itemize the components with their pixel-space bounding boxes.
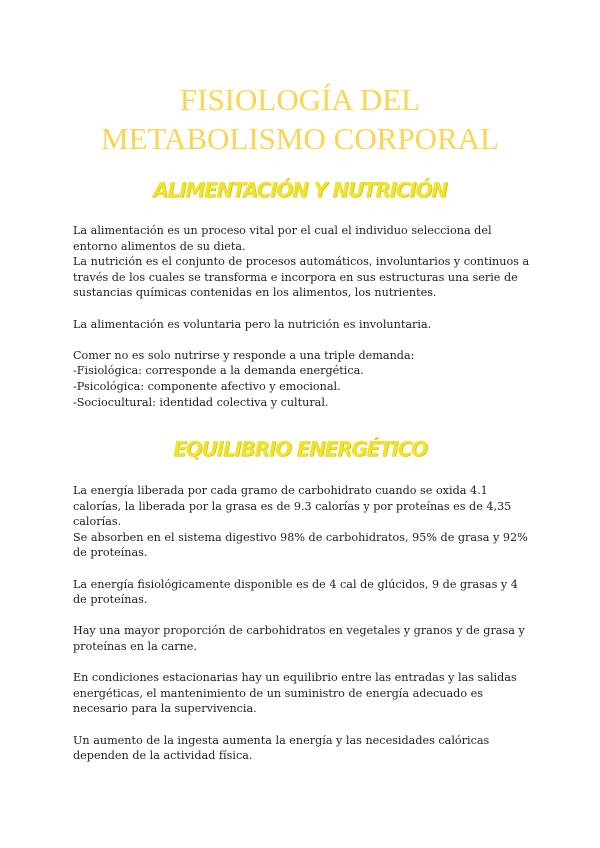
list-item: -Psicológica: componente afectivo y emocional. bbox=[73, 379, 341, 393]
document-title bbox=[0, 80, 600, 158]
paragraph: Un aumento de la ingesta aumenta la energía y las necesidades calóricas dependen de la actividad física. bbox=[73, 733, 490, 763]
paragraph: La energía fisiológicamente disponible es de 4 cal de glúcidos, 9 de grasas y 4 de proteínas. bbox=[73, 577, 518, 607]
section-body-alimentacion bbox=[73, 223, 531, 410]
section-body-equilibrio bbox=[73, 483, 531, 764]
title-line-1: FISIOLOGÍA DEL bbox=[179, 82, 421, 117]
list-item: -Sociocultural: identidad colectiva y cultural. bbox=[73, 395, 329, 409]
paragraph: La nutrición es el conjunto de procesos automáticos, involuntarios y continuos a través de los cuales se transforma e incorpora en sus estructuras una serie de sustancias químicas contenidas en los alimentos, los nutrientes. bbox=[73, 255, 530, 300]
paragraph: En condiciones estacionarias hay un equilibrio entre las entradas y las salidas energéticas, el mantenimiento de un suministro de energía adecuado es necesario para la supervivencia. bbox=[73, 671, 517, 716]
paragraph: La alimentación es voluntaria pero la nutrición es involuntaria. bbox=[73, 317, 432, 331]
title-line-2: METABOLISMO CORPORAL bbox=[101, 121, 499, 156]
paragraph: La alimentación es un proceso vital por el cual el individuo selecciona del entorno alimentos de su dieta. bbox=[73, 224, 492, 253]
paragraph: Hay una mayor proporción de carbohidratos en vegetales y granos y de grasa y proteínas en la carne. bbox=[73, 624, 525, 653]
section-heading-alimentacion: ALIMENTACIÓN Y NUTRICIÓN bbox=[153, 178, 447, 202]
paragraph: Comer no es solo nutrirse y responde a una triple demanda: bbox=[73, 348, 415, 362]
list-item: -Fisiológica: corresponde a la demanda energética. bbox=[73, 364, 364, 378]
paragraph: La energía liberada por cada gramo de carbohidrato cuando se oxida 4.1 calorías, la liberada por la grasa es de 9.3 calorías y por proteínas es de 4,35 calorías. bbox=[73, 484, 512, 529]
section-heading-equilibrio: EQUILIBRIO ENERGÉTICO bbox=[173, 437, 427, 461]
paragraph: Se absorben en el sistema digestivo 98% de carbohidratos, 95% de grasa y 92% de proteínas. bbox=[73, 530, 528, 560]
